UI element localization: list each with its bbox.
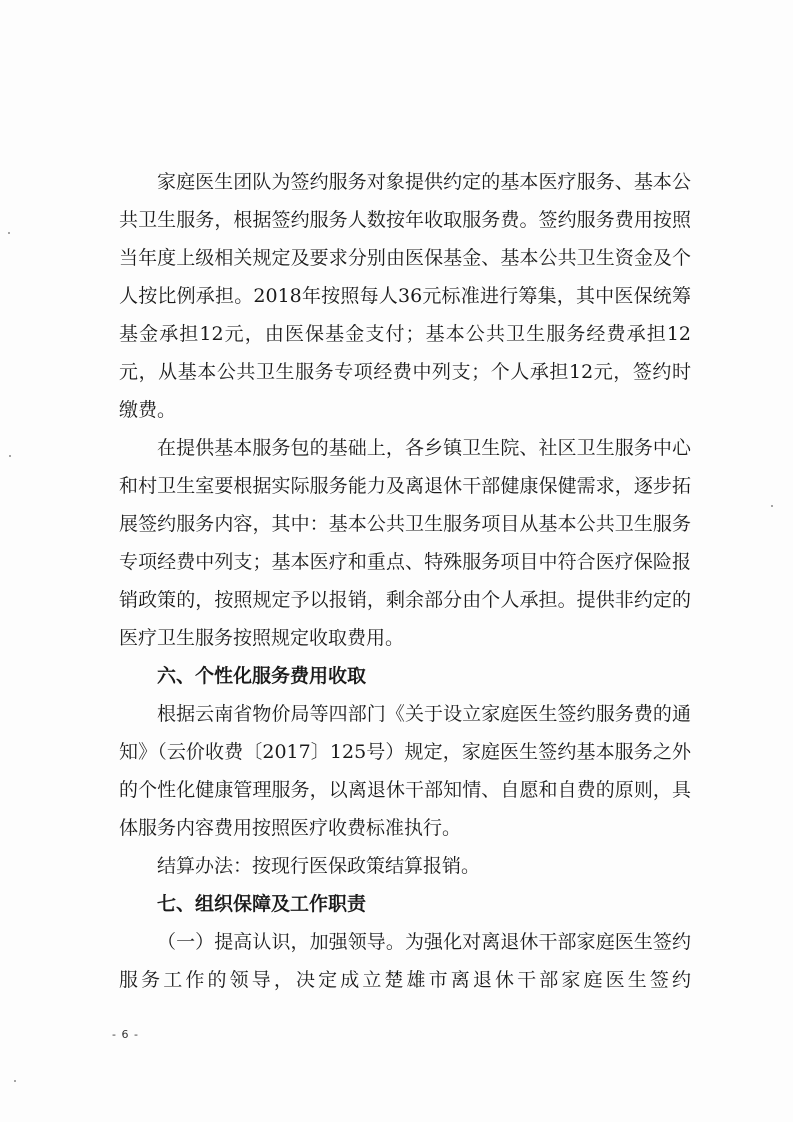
paragraph-service-package: 在提供基本服务包的基础上，各乡镇卫生院、社区卫生服务中心和村卫生室要根据实际服务能力及离退休干部健康保健需求，逐步拓展签约服务内容，其中：基本公共卫生服务项目从基本公共卫生服务专项经费中列支；基本医疗和重点、特殊服务项目中符合医疗保险报销政策的，按照规定予以报销，剩余部分由个人承担。提供非约定的医疗卫生服务按照规定收取费用。: [119, 437, 691, 649]
paragraph-leadership: （一）提高认识，加强领导。为强化对离退休干部家庭医生签约服务工作的领导，决定成立楚雄市离退休干部家庭医生签约: [119, 931, 691, 991]
section-heading-6: 六、个性化服务费用收取: [157, 665, 367, 687]
scan-speck: [771, 505, 773, 507]
scan-speck: [14, 1080, 16, 1082]
scan-speck: [8, 232, 10, 234]
paragraph-settlement: 结算办法：按现行医保政策结算报销。: [157, 855, 481, 877]
paragraph-personalized-fee: 根据云南省物价局等四部门《关于设立家庭医生签约服务费的通知》（云价收费〔2017〕125号）规定，家庭医生签约基本服务之外的个性化健康管理服务，以离退休干部知情、自愿和自费的原则，具体服务内容费用按照医疗收费标准执行。: [119, 703, 691, 839]
page-number: - 6 -: [112, 1028, 139, 1041]
paragraph-service-fee: 家庭医生团队为签约服务对象提供约定的基本医疗服务、基本公共卫生服务，根据签约服务人数按年收取服务费。签约服务费用按照当年度上级相关规定及要求分别由医保基金、基本公共卫生资金及个人按比例承担。2018年按照每人36元标准进行筹集，其中医保统筹基金承担12元，由医保基金支付；基本公共卫生服务经费承担12元，从基本公共卫生服务专项经费中列支；个人承担12元，签约时缴费。: [119, 171, 691, 421]
document-body: [119, 163, 691, 999]
section-heading-7: 七、组织保障及工作职责: [157, 893, 367, 915]
scan-speck: [9, 455, 11, 457]
